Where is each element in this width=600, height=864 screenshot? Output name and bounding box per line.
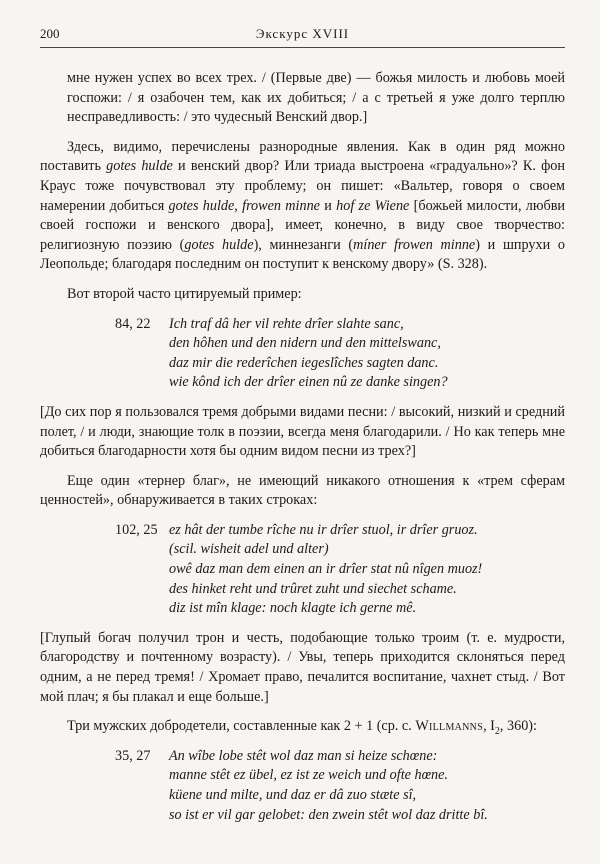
verse-line: so ist er vil gar gelobet: den zwein stêt wol daz dritte bî. bbox=[169, 806, 488, 823]
verse-line: wie kônd ich der drîer einen nû ze danke singen? bbox=[169, 374, 448, 391]
text-run: ), миннезанги ( bbox=[253, 236, 354, 253]
verse-line: daz mir die rederîchen iegeslîches sagten danc. bbox=[169, 354, 439, 371]
translation-text: мне нужен успех во всех трех. / (Первые две) — божья милость и любовь моей госпожи: / я озабочен тем, как их добиться; / а с третьей я уже долго терплю несправедливость: / это чудесный Венский двор.] bbox=[67, 70, 565, 126]
page-number: 200 bbox=[40, 26, 60, 41]
verse-line: des hinket reht und trûret zuht und siechet schame. bbox=[169, 580, 457, 597]
verse-number: 35, 27 bbox=[115, 747, 151, 764]
verse-line: ez hât der tumbe rîche nu ir drîer stuol, ir drîer gruoz. bbox=[169, 521, 478, 538]
foreign-term: gotes hulde bbox=[184, 236, 254, 253]
text-run: Три мужских добродетели, составленные как 2 + 1 (ср. с. bbox=[67, 718, 416, 735]
verse-number: 102, 25 bbox=[115, 521, 158, 538]
verse-line: owê daz man dem einen an ir drîer stat nû nîgen muoz! bbox=[169, 561, 483, 578]
translation-block bbox=[40, 629, 565, 707]
text-run: и венский двор? Или триада выстроена «градуально»? К. фон Краус тоже почувствовал эту проблему; он пишет: «Вальтер, говоря о своем намерении добиться bbox=[40, 158, 565, 214]
verse-line: manne stêt ez übel, ez ist ze weich und ofte hœne. bbox=[169, 767, 448, 784]
text-run: , 360): bbox=[499, 718, 537, 735]
paragraph bbox=[40, 717, 565, 737]
verse-line: (scil. wisheit adel und alter) bbox=[169, 541, 329, 558]
translation-text: [До сих пор я пользовался тремя добрыми видами песни: / высокий, низкий и средний полет, / и люди, знающие толк в поэзии, всегда меня благодарили. / Но как теперь мне добиться благодарности хотя бы одним видом песни из трех?] bbox=[40, 403, 565, 460]
verse-line: küene und milte, und daz er dâ zuo stæte sî, bbox=[169, 787, 417, 803]
paragraph bbox=[40, 138, 565, 275]
text-run: Здесь, видимо, перечислены разнородные явления. Как в один ряд можно поставить bbox=[40, 138, 565, 175]
text-run: , I bbox=[483, 718, 495, 735]
paragraph bbox=[40, 285, 565, 305]
header-rule bbox=[40, 47, 565, 48]
author-name: Willmanns bbox=[415, 718, 484, 735]
verse-line: den hôhen und den nidern und den mittelswanc, bbox=[169, 335, 441, 352]
subscript-run: 2 bbox=[494, 726, 500, 738]
verse-line: diz ist mîn klage: noch klagte ich gerne mê. bbox=[169, 600, 417, 617]
page-header bbox=[40, 26, 565, 44]
verse-line: Ich traf dâ her vil rehte drîer slahte sanc, bbox=[169, 315, 404, 332]
text-run: Еще один «тернер благ», не имеющий никакого отношения к «трем сферам ценностей», обнаруживается в таких строках: bbox=[40, 472, 565, 509]
verse-block bbox=[115, 521, 565, 619]
paragraph bbox=[40, 472, 565, 511]
verse-block bbox=[115, 747, 565, 825]
text-run: Вот второй часто цитируемый пример: bbox=[67, 285, 302, 302]
page-body bbox=[40, 69, 565, 825]
translation-text: [Глупый богач получил трон и честь, подобающие только троим (т. е. мудрости, благородству и почтенному возрасту). / Увы, теперь приходится склоняться перед одним, а не перед тремя! / Хромает право, печалится воспитание, чахнет стыд. / Вот мой плач; я бы плакал и еще больше.] bbox=[40, 629, 565, 705]
text-run: [божьей милости, любви своей госпожи и венского двора], имеет, конечно, в виду свое творчество: религиозную поэзию ( bbox=[40, 197, 565, 253]
foreign-term: míner frowen minne bbox=[353, 236, 476, 253]
foreign-term: gotes hulde bbox=[106, 158, 173, 175]
translation-block bbox=[67, 69, 565, 128]
text-run: и bbox=[319, 197, 337, 214]
text-run: ) и шпрухи о Леопольде; благодаря последним он поступит к венскому двору» (S. 328). bbox=[40, 236, 565, 273]
verse-line: An wîbe lobe stêt wol daz man si heize schœne: bbox=[169, 747, 438, 764]
running-title: Экскурс XVIII bbox=[255, 26, 350, 41]
foreign-term: hof ze Wiene bbox=[336, 197, 410, 214]
translation-block bbox=[40, 403, 565, 462]
verse-block bbox=[115, 315, 565, 393]
foreign-term: gotes hulde, frowen minne bbox=[168, 197, 320, 214]
verse-number: 84, 22 bbox=[115, 315, 151, 332]
